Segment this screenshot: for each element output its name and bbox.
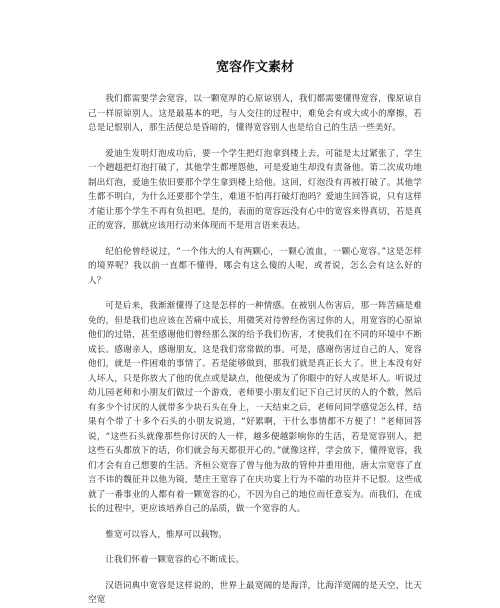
paragraph-6: 让我们怀着一颗宽容的心不断成长。 [105,555,245,565]
paragraph-3: 纪伯伦曾经说过，“一个伟大的人有两颗心，一颗心流血，一颗心宽容。”这是怎样的境界呢？我以前一直都不懂得，哪会有这么傻的人呢，或者说，怎么会有这么好的人？ [88,246,422,286]
document-title: 宽容作文素材 [215,60,294,75]
paragraph-4: 可是后来，我渐渐懂得了这是怎样的一种情感。在被别人伤害后，那一阵苦痛是难免的，但是我们也应该在苦痛中成长，用微笑对待曾经伤害过你的人，用宽容的心原谅他们的过错，甚至感谢他们曾经那么深的给予我们伤害，才使我们在不同的环境中不断成长。感谢亲人，感谢朋友，这是我们常常做的事。可是，感谢伤害过自己的人，宽容他们，就是一件困难的事情了。若是能够做到，那我们就是真正长大了。世上本没有好人坏人，只是你放大了他的优点或是缺点，他便成为了你眼中的好人或是坏人。听说过幼儿园老师和小朋友们做过一个游戏，老师要小朋友们记下自己讨厌的人的个数，然后有多少个讨厌的人就带多少块石头在身上，一天结束之后，老师问同学感觉怎么样，结果有个带了十多个石头的小朋友说道，“好累啊，干什么事情都不方便了！”老师回答说，“这些石头就像那些你讨厌的人一样，越多便越影响你的生活，若是宽容别人，把这些石头都放下的话，你们就会每天都很开心的。”就像这样，学会放下，懂得宽容，我们才会有自己想要的生活。齐桓公宽容了曾与他为敌的管仲并重用他，唐太宗宽容了直言不讳的魏征并以他为镜，楚庄王宽容了在庆功宴上行为不端的功臣并不记恨。这些成就了一番事业的人都有着一颗宽容的心，不因为自己的地位而任意妄为。而我们，在成长的过程中，更应该培养自己的品质，做一个宽容的人。 [88,301,422,514]
paragraph-5: 惟宽可以容人，惟厚可以载物。 [105,529,227,540]
paragraph-2: 爱迪生发明灯泡成功后，要一个学生把灯泡拿到楼上去，可能是太过紧张了，学生一个趔趄把灯泡打破了，其他学生都埋怨他，可是爱迪生却没有责备他。第二次成功地制出灯泡，爱迪生依旧要那个学生拿到楼上给他。这回，灯泡没有再被打破了。其他学生都不明白，为什么还要那个学生，难道不怕再打破灯泡吗？爱迪生回答说，只有这样才能让那个学生不再有负担吧。是的，表面的宽容远没有心中的宽容来得真切，若是真正的宽容，那就应该用行动来体现而不是用言语来表达。 [88,148,422,231]
paragraph-7: 汉语词典中宽容是这样说的，世界上最宽阔的是海洋，比海洋宽阔的是天空，比天空宽 [88,580,422,605]
paragraph-1: 我们都需要学会宽容，以一颗宽厚的心原谅别人，我们都需要懂得宽容，像原谅自己一样原谅别人。这是最基本的吧，与人交往的过程中，难免会有或大或小的摩擦，若总是记恨别人，那生活便总是昏暗的，懂得宽容别人也是给自己的生活一些美好。 [88,94,422,133]
